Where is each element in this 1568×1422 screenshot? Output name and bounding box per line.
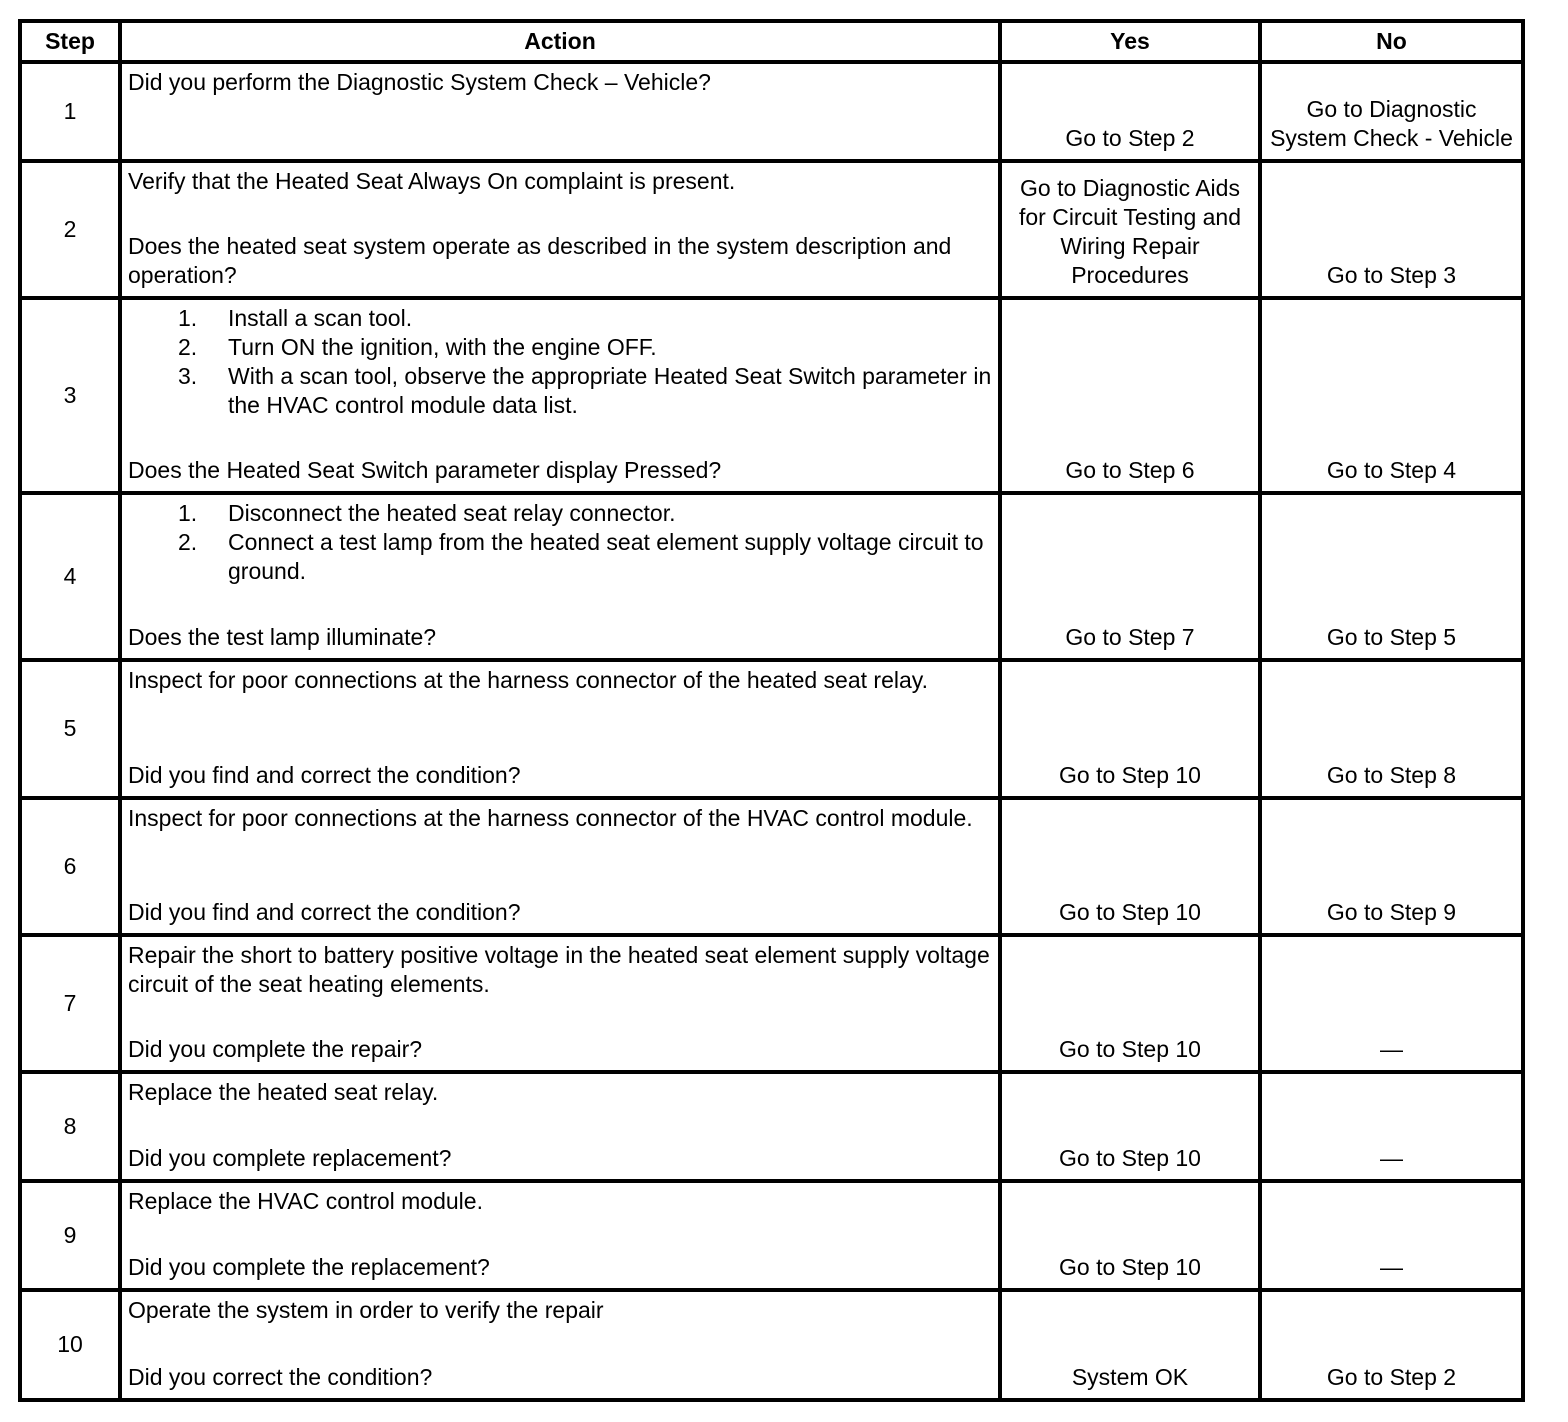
action-steps-list [128, 304, 992, 420]
step-number: 8 [20, 1072, 120, 1181]
action-text: Did you perform the Diagnostic System Check – Vehicle? [128, 69, 711, 95]
header-row [20, 21, 1523, 62]
yes-text: System OK [1071, 1364, 1189, 1390]
action-cell [120, 1290, 1000, 1400]
no-cell [1260, 798, 1523, 935]
action-cell [120, 798, 1000, 935]
action-step-item: Connect a test lamp from the heated seat element supply voltage circuit to ground. [228, 529, 984, 585]
step-number: 5 [20, 660, 120, 797]
step-number: 2 [20, 161, 120, 298]
action-steps-list [128, 499, 992, 586]
yes-cell [1000, 1072, 1260, 1181]
action-cell [120, 161, 1000, 298]
no-cell [1260, 161, 1523, 298]
yes-text: Go to Diagnostic Aids for Circuit Testing and Wiring Repair Procedures [1018, 175, 1241, 289]
no-cell [1260, 62, 1523, 161]
no-text: Go to Step 2 [1326, 1364, 1457, 1390]
no-text: Go to Step 5 [1326, 624, 1457, 651]
action-step-item: With a scan tool, observe the appropriate Heated Seat Switch parameter in the HVAC control module data list. [228, 363, 992, 419]
action-cell [120, 62, 1000, 161]
table-row [20, 1290, 1523, 1400]
action-step-item: Install a scan tool. [228, 305, 413, 332]
no-cell [1260, 1181, 1523, 1290]
yes-text: Go to Step 10 [1059, 1144, 1201, 1171]
action-text: Inspect for poor connections at the harness connector of the heated seat relay. [128, 667, 928, 694]
no-text: Go to Diagnostic System Check - Vehicle [1270, 96, 1513, 152]
action-step-item: Disconnect the heated seat relay connector. [228, 500, 676, 527]
no-cell [1260, 1072, 1523, 1181]
no-text: Go to Step 4 [1326, 457, 1457, 484]
action-cell [120, 1072, 1000, 1181]
yes-cell [1000, 161, 1260, 298]
action-question: Did you complete replacement? [128, 1144, 452, 1171]
yes-cell [1000, 298, 1260, 493]
step-number: 3 [20, 298, 120, 493]
yes-text: Go to Step 7 [1065, 624, 1195, 651]
no-text: Go to Step 8 [1326, 761, 1457, 788]
header-action: Action [120, 21, 1000, 62]
yes-text: Go to Step 2 [1065, 125, 1195, 152]
action-step-item: Turn ON the ignition, with the engine OFF. [228, 334, 657, 361]
yes-cell [1000, 1181, 1260, 1290]
action-question: Did you correct the condition? [128, 1364, 433, 1390]
table-row [20, 660, 1523, 797]
action-text: Operate the system in order to verify the repair [128, 1296, 604, 1323]
no-cell [1260, 298, 1523, 493]
table-row [20, 62, 1523, 161]
yes-text: Go to Step 10 [1059, 1035, 1201, 1062]
table-row [20, 493, 1523, 660]
yes-cell [1000, 660, 1260, 797]
action-cell [120, 298, 1000, 493]
yes-cell [1000, 798, 1260, 935]
action-text: Inspect for poor connections at the harness connector of the HVAC control module. [128, 804, 973, 831]
table-row [20, 935, 1523, 1072]
no-text: — [1380, 1144, 1403, 1171]
action-question: Does the Heated Seat Switch parameter display Pressed? [128, 457, 722, 484]
action-text: Verify that the Heated Seat Always On complaint is present. [128, 168, 736, 195]
yes-text: Go to Step 6 [1065, 457, 1195, 484]
step-number: 9 [20, 1181, 120, 1290]
action-cell [120, 493, 1000, 660]
action-text: Repair the short to battery positive voltage in the heated seat element supply voltage circuit of the seat heating elements. [128, 941, 990, 997]
action-cell [120, 935, 1000, 1072]
action-question: Does the test lamp illuminate? [128, 624, 437, 651]
yes-text: Go to Step 10 [1059, 761, 1201, 788]
step-number: 4 [20, 493, 120, 660]
no-cell [1260, 493, 1523, 660]
yes-text: Go to Step 10 [1059, 1253, 1201, 1280]
table-row [20, 1181, 1523, 1290]
action-text: Replace the heated seat relay. [128, 1078, 439, 1105]
diagnostic-table [18, 19, 1525, 1402]
no-text: Go to Step 9 [1326, 898, 1457, 925]
action-question: Did you find and correct the condition? [128, 898, 521, 925]
action-question: Did you complete the replacement? [128, 1253, 490, 1280]
table-row [20, 161, 1523, 298]
no-cell [1260, 935, 1523, 1072]
yes-cell [1000, 493, 1260, 660]
action-question: Did you find and correct the condition? [128, 761, 521, 788]
step-number: 7 [20, 935, 120, 1072]
no-text: Go to Step 3 [1326, 262, 1457, 289]
yes-cell [1000, 935, 1260, 1072]
table-row [20, 298, 1523, 493]
yes-cell [1000, 1290, 1260, 1400]
action-cell [120, 1181, 1000, 1290]
no-cell [1260, 660, 1523, 797]
no-cell [1260, 1290, 1523, 1400]
table-row [20, 1072, 1523, 1181]
yes-text: Go to Step 10 [1059, 898, 1201, 925]
header-step: Step [20, 21, 120, 62]
header-no: No [1260, 21, 1523, 62]
table-row [20, 798, 1523, 935]
action-question: Did you complete the repair? [128, 1035, 423, 1062]
header-yes: Yes [1000, 21, 1260, 62]
no-text: — [1380, 1253, 1403, 1280]
step-number: 6 [20, 798, 120, 935]
no-text: — [1380, 1035, 1403, 1062]
action-question: Does the heated seat system operate as described in the system description and operation? [128, 233, 952, 289]
step-number: 1 [20, 62, 120, 161]
action-text: Replace the HVAC control module. [128, 1187, 483, 1214]
yes-cell [1000, 62, 1260, 161]
step-number: 10 [20, 1290, 120, 1400]
action-cell [120, 660, 1000, 797]
